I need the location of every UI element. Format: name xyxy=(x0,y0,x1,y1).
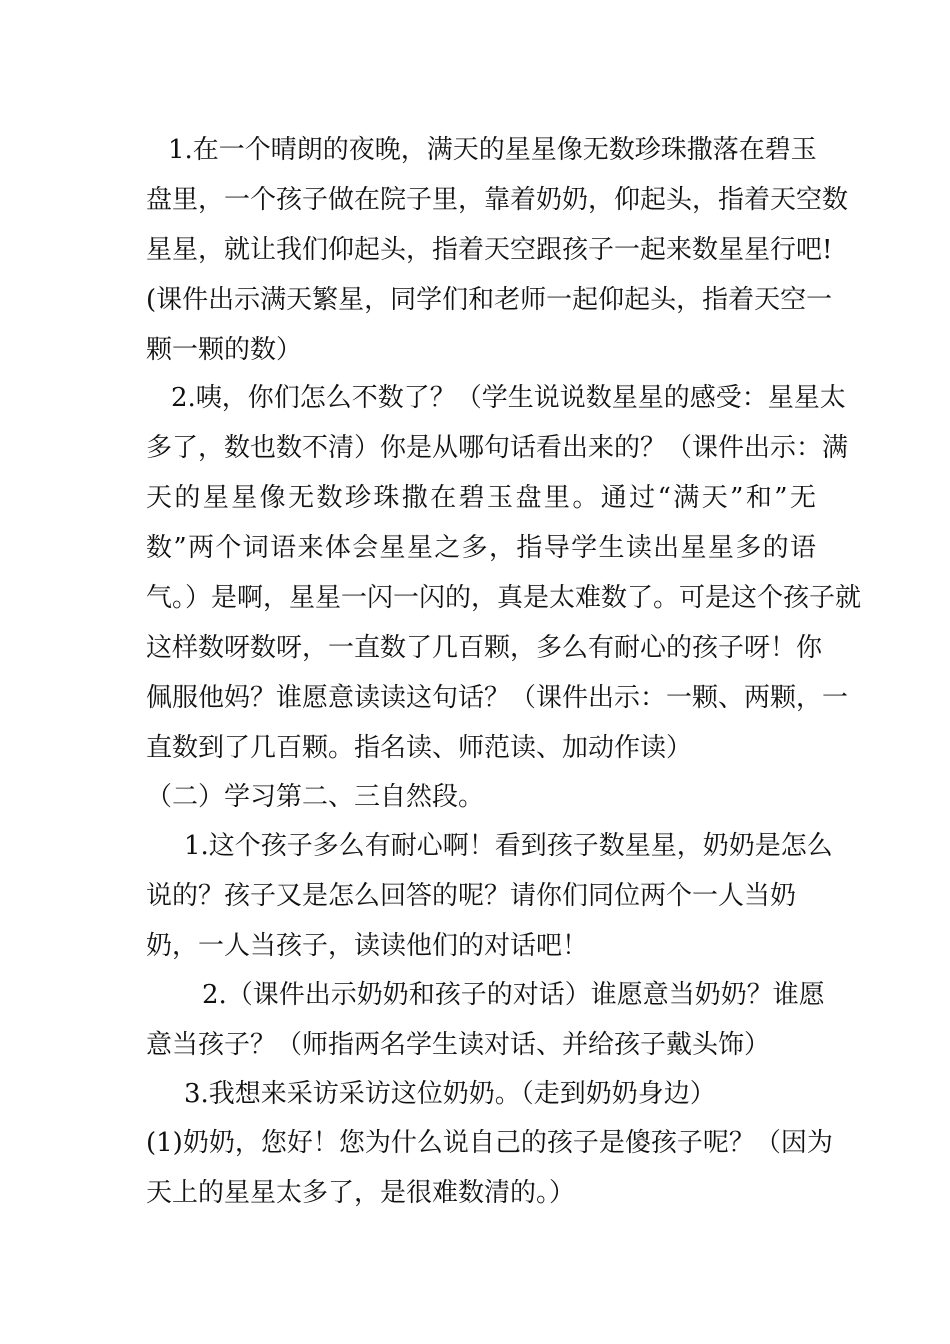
text-line: 天上的星星太多了，是很难数清的。） xyxy=(146,1178,576,1208)
text-line: 2.咦，你们怎么不数了？（学生说说数星星的感受：星星太 xyxy=(171,383,846,413)
text-line: (1)奶奶，您好！您为什么说自己的孩子是傻孩子呢？（因为 xyxy=(146,1128,833,1158)
text-line: 2.（课件出示奶奶和孩子的对话）谁愿意当奶奶？谁愿 xyxy=(202,980,825,1010)
text-line: 多了，数也数不清）你是从哪句话看出来的？（课件出示：满 xyxy=(146,433,849,463)
text-line: 盘里，一个孩子做在院子里，靠着奶奶，仰起头，指着天空数 xyxy=(146,185,849,215)
text-line: 意当孩子？（师指两名学生读对话、并给孩子戴头饰） xyxy=(146,1030,771,1060)
text-line: 气。）是啊，星星一闪一闪的，真是太难数了。可是这个孩子就 xyxy=(146,583,862,613)
text-line: 奶，一人当孩子，读读他们的对话吧！ xyxy=(146,931,589,961)
text-line: 直数到了几百颗。指名读、师范读、加动作读） xyxy=(146,733,693,763)
text-line: 1.在一个晴朗的夜晚，满天的星星像无数珍珠撒落在碧玉 xyxy=(168,135,817,165)
text-line: 1.这个孩子多么有耐心啊！看到孩子数星星，奶奶是怎么 xyxy=(184,831,833,861)
text-line: 天的星星像无数珍珠撒在碧玉盘里。通过“满天”和”无 xyxy=(146,483,816,513)
section-heading: （二）学习第二、三自然段。 xyxy=(146,782,485,812)
text-line: 数”两个词语来体会星星之多，指导学生读出星星多的语 xyxy=(146,533,816,563)
text-line: 说的？孩子又是怎么回答的呢？请你们同位两个一人当奶 xyxy=(146,881,797,911)
text-line: 星星，就让我们仰起头，指着天空跟孩子一起来数星星行吧! xyxy=(146,235,833,265)
text-line: 这样数呀数呀，一直数了几百颗，多么有耐心的孩子呀！你 xyxy=(146,633,823,663)
text-line: 佩服他妈？谁愿意读读这句话？（课件出示：一颗、两颗，一 xyxy=(146,683,849,713)
text-line: 3.我想来采访采访这位奶奶。（走到奶奶身边） xyxy=(184,1079,716,1109)
text-line: (课件出示满天繁星，同学们和老师一起仰起头，指着天空一 xyxy=(146,285,833,315)
text-line: 颗一颗的数） xyxy=(146,335,303,365)
